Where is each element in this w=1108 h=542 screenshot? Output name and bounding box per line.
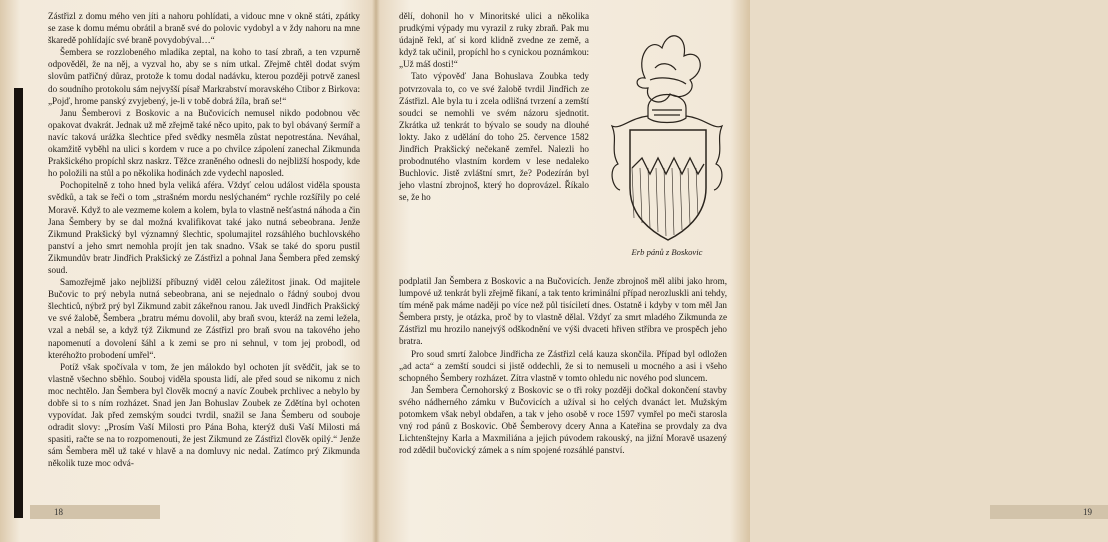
paragraph: Zástřizl z domu mého ven jíti a nahoru pohlídati, a vidouc mne v okně státi, zpátky se zase k domu mému obrátil a braně své do polovic vydobyl a v ždy nahoru na mne škaredě pohlídajíc své braně povydobýval…“ (48, 11, 360, 46)
right-text-wide (399, 275, 727, 456)
paragraph: Pochopitelně z toho hned byla veliká aféra. Vždyť celou událost viděla spousta svědků, a tak se řeči o tom „strašném mordu neslýchaném“ rychle rozšířily po celé Moravě. Když to ale vezmeme kolem a kolem, byla to vlastně nešťastná náhoda a čin Jana Šembery by se dal možná kvalifikovat také jako nutná sebeobrana. Jenže Zikmund Prakšický byl významný šlechtic, spolumajitel rozsáhlého buchlovského panství a jeho smrt nemohla projít jen tak snadno. Však se také do sporu pustil Zikmundův bratr Jindřich Prakšický ze Zástřizl a pohnal Jana Šembera před zemský soud. (48, 180, 361, 275)
paragraph: Jan Šembera Černohorský z Boskovic se o tři roky později dočkal dokončení stavby svého nádherného zámku v Bučovicích a užíval si ho celých dvanáct let. Mužským potomkem však nebyl obdařen, a tak v jeho osobě v roce 1597 vymřel po meči starosla vný rod pánů z Boskovic. Obě Šemberovy dcery Anna a Kateřina se provdaly za dva Lichtenštejny Karla a Maxmiliána a jejich púvodem rakouský, na jižní Moravě usazený rod zdědil bučovický zámek a s ním spojené rozsáhlé panství. (399, 384, 727, 456)
right-text-narrow (399, 10, 589, 204)
paragraph: Samozřejmě jako nejbližší příbuzný viděl celou záležitost jinak. Od majitele Bučovic to prý nebyla nutná sebeobrana, ani se nejednalo o řádný souboj dvou šlechticů, nýbrž prý byl Zikmund zabit zákeřnou ranou. Jak uvedl Jindřich Prakšický ve své žalobě, Šembera „bratru mému dovolil, aby braň svou, kteráž na zemi ležela, vzal a nebál se, a když týž Zikmund ze Zástřizl pro braň svou na takového jeho napomenutí a dovolení šáhl a k zemi se pro ni sehnul, v tom jej probodl, od kteréhožto probodení umřel“. (48, 277, 360, 360)
paragraph: Potíž však spočívala v tom, že jen málokdo byl ochoten jít svědčit, jak se to vlastně všechno sběhlo. Souboj viděla spousta lidí, ale před soud se nikomu z nich moc nechtělo. Jan Šembera byl člověk mocný a navíc Zoubek prchlivec a nebylo by dobře si to s ním rozházet. Snad jen Jan Bohuslav Zoubek ze Zdětína byl ochoten vypovídat. Jak před zemským soudci tvrdil, snažil se Jana Šemberu od souboje odradit slovy: „Prosím Vaší Milosti pro Pána Boha, kterýž duši Vaší Milosti má spasiti, račte se na to rozpomenouti, že jest Zikmund ze Zástřizl člověk opilý.“ Jenže sám Šembera měl už také v hlavě a na domluvy nic nedal. Zatímco prý Zikmunda několik tuze moc odvá- (48, 361, 360, 469)
illustration-caption: Erb pánů z Boskovic (631, 247, 703, 257)
page-number-right: 19 (990, 505, 1108, 519)
paragraph: Šembera se rozzlobeného mladíka zeptal, na koho to tasí zbraň, a ten vzpurně odpověděl, že na něj, a vyzval ho, aby se s ním utkal. Zřejmě chtěl dodat svým slovům patřičný důraz, protože k tomu dodal nadávku, kterou později potrvě zanesl do soudního protokolu sám nejvyšší písař Markrabství moravského Ctibor z Birkova: „Pojď, hrome panský zvyjebený, je-li v tobě dobrá žíla, braň se!“ (48, 47, 360, 106)
paragraph: Janu Šemberovi z Boskovic a na Bučovicích nemusel nikdo podobnou věc opakovat dvakrát. Jednak už mě zřejmě také něco upito, pak to byl obávaný šermíř a navíc taková urážka šlechtice před svědky nesměla zůstat nepotrestána. Neváhal, okamžitě vyběhl na ulici s kordem v ruce a po chvilce zápolení zanechal Zikmunda Prakšického propíchl skrz naskrz. Těžce zraněného odnesli do nejbližší hospody, kde ho položili na stůl a po několika hodinách zde vydechl naposled. (48, 107, 360, 179)
black-margin-bar (14, 88, 23, 518)
paragraph: Pro soud smrtí žalobce Jindřicha ze Zástřizl celá kauza skončila. Případ byl odložen „ad acta“ a zemští soudci si jistě oddechli, že si to nemuseli u mocného a asi i všeho schopného Šembery rozházet. Zítra vlastně v tomto ohledu nic nového pod sluncem. (399, 348, 727, 383)
page-number-left: 18 (30, 505, 160, 519)
paragraph: dělí, dohonil ho v Minoritské ulici a několika prudkými výpady mu vyrazil z ruky zbraň. Pak mu údajně řekl, ať si kord klidně zvedne ze země, a když tak učinil, propíchl ho s cynickou poznámkou: „Už máš dosti!“ (399, 11, 589, 70)
paragraph: podplatil Jan Šembera z Boskovic a na Bučovicích. Jenže zbrojnoš měl alibi jako hrom, lumpové už tenkrát byli zřejmě fikaní, a tak tento kriminální případ nerozluskli ani tehdy, tím méně pak máme naději po více než půl tisíciletí dnes. Ostatně i kdyby v tom měl Jan Šembera prsty, je otázka, proč by to vlastně dělal. Vždyť za smrt mladého Zikmunda ze Zástřizl mu hrozilo nanejvýš odškodnění ve výši dvaceti hřiven stříbra ve prospěch jeho bratra. (399, 276, 727, 347)
left-page (0, 0, 375, 542)
left-text-column (48, 10, 360, 470)
shield-icon (630, 130, 706, 240)
paragraph: Tato výpověď Jana Bohuslava Zoubka tedy potvrzovala to, co ve své žalobě tvrdil Jindřich ze Zástřizl. Ale byla tu i zcela odlišná tvrzení a zemští soudci se nemohli ve svém názoru sjednotit. Zkrátka už tenkrát to bývalo se soudy na dlouhé lokty. Jako z udělání do toho 25. července 1582 Jindřich Prakšický nečekaně zemřel. Nalezli ho probodnutého vlastním kordem v lese nedaleko Buchlovic. Jistě zvláštní smrt, že? Podezírán byl jeho vlastní zbrojnoš, který ho doprovázel. Říkalo se, že ho (399, 71, 589, 203)
plume-icon (637, 36, 700, 102)
coat-of-arms-illustration (590, 18, 740, 248)
